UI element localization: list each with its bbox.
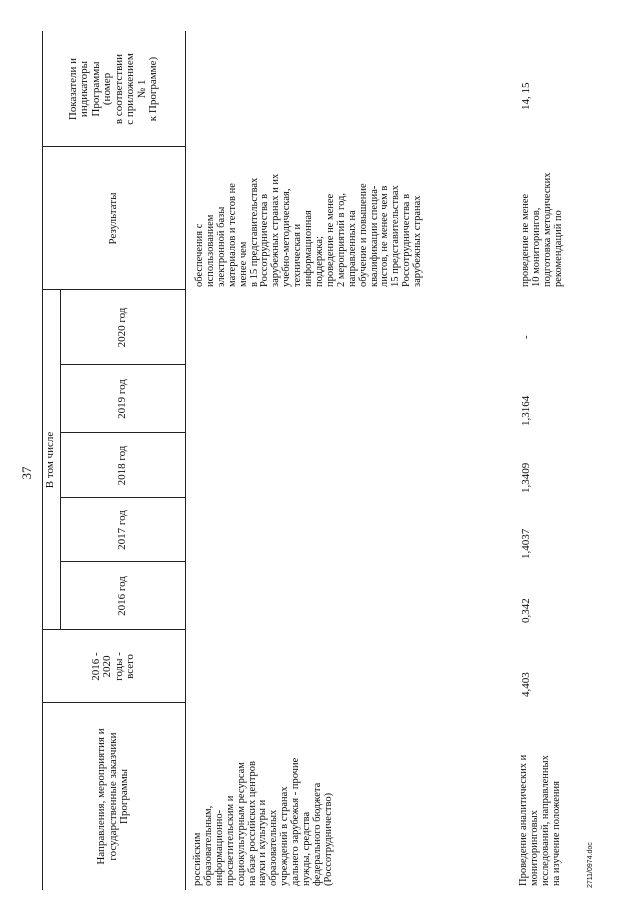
header-cell-total (42, 630, 185, 703)
header-year-2017: 2017 год (115, 510, 128, 550)
row2-2020-value: - (520, 335, 532, 339)
header-year-2016: 2016 год (115, 576, 128, 616)
footer-file-code: 2711/0974.doc (587, 842, 594, 888)
header-cell-results (42, 147, 185, 290)
header-direction-label: Направления, мероприятия и государственные заказчики Программы (95, 728, 131, 865)
row2-indicators-value: 14, 15 (520, 82, 532, 110)
header-year-2020: 2020 год (115, 307, 128, 348)
header-including-label: В том числе (44, 431, 57, 489)
row2-2018-value: 1,3409 (520, 462, 532, 493)
header-cell-including (42, 290, 60, 630)
page-number: 37 (19, 466, 34, 480)
header-cell-year-2018 (60, 433, 185, 498)
header-cell-year-2019 (60, 365, 185, 433)
header-cell-direction (42, 703, 185, 890)
header-cell-indicators (42, 31, 185, 147)
header-total-label: 2016 - 2020 годы - всего (89, 652, 136, 681)
header-indicators-label: Показатели и индикаторы Программы (номер в соответствии с приложением № 1 к Программе) (66, 53, 159, 125)
row2-2016-value: 0,342 (520, 598, 532, 623)
row2-direction-text: Проведение аналитических и мониторинговых исследований, направленных на изучение положения (518, 754, 562, 886)
header-results-label: Результаты (106, 192, 119, 245)
header-year-2018: 2018 год (115, 445, 128, 486)
header-cell-year-2016 (60, 562, 185, 630)
header-bottom-line (185, 31, 186, 890)
row1-direction-text: российским образовательным, информационно- просветительским и социокультурным ресурсам на базе российских центров науки и культуры и образовательных учреждений в странах дальнего зарубежья - прочие нужды, средства федерального бюджета (Россотрудничество) (192, 757, 334, 886)
row1-results-text: обеспечения с использованием электронной базы материалов и тестов не менее чем в 15 представительствах Россотрудничества в зарубежных странах и их учебно-методическая, техническая и информационная поддержка; проведение не менее 2 мероприятий в год, направленных на обучение и повышение квалификации специа- листов, не менее чем в 15 представительствах Россотрудничества в зарубежных странах (194, 173, 424, 287)
row2-results-text: проведение не менее 10 мониторингов, подготовка методических рекомендаций по (520, 172, 564, 287)
row2-2019-value: 1,3164 (520, 395, 532, 426)
header-cell-year-2020 (60, 290, 185, 365)
row2-total-value: 4,403 (520, 672, 532, 697)
header-cell-year-2017 (60, 498, 185, 562)
header-year-2019: 2019 год (115, 379, 128, 419)
row2-2017-value: 1,4037 (520, 528, 532, 559)
